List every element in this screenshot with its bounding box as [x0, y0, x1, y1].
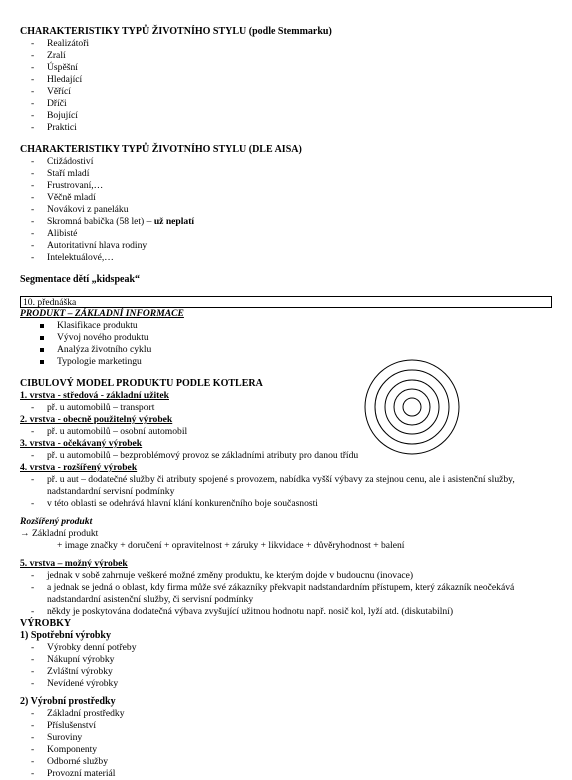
vyrobni-list	[20, 708, 552, 780]
list-item: - Základní prostředky	[20, 708, 552, 720]
layer-4-heading: 4. vrstva - rozšířený výrobek	[20, 462, 138, 473]
list-item: Klasifikace produktu	[20, 320, 552, 332]
onion-layer-ring	[385, 380, 439, 434]
aisa-list	[20, 156, 552, 264]
heading-segmentace: Segmentace dětí „kidspeak“	[20, 274, 140, 285]
list-item: - Výrobky denní potřeby	[20, 642, 552, 654]
heading-aisa: CHARAKTERISTIKY TYPŮ ŽIVOTNÍHO STYLU (DLE AISA)	[20, 144, 302, 155]
spotrebni-list	[20, 642, 552, 690]
list-item: Typologie marketingu	[20, 356, 552, 368]
list-item: - Provozní materiál	[20, 768, 552, 780]
stemmark-list	[20, 38, 552, 134]
layer-2-heading: 2. vrstva - obecně použitelný výrobek	[20, 414, 173, 425]
heading-text: CHARAKTERISTIKY TYPŮ ŽIVOTNÍHO STYLU	[20, 26, 247, 37]
list-item: - Odborné služby	[20, 756, 552, 768]
list-item: - Ctižádostiví	[20, 156, 552, 168]
list-item: - Věřící	[20, 86, 552, 98]
heading-cibule: CIBULOVÝ MODEL PRODUKTU PODLE KOTLERA	[20, 378, 263, 389]
list-item: - Novákovi z paneláku	[20, 204, 552, 216]
list-item: - Realizátoři	[20, 38, 552, 50]
onion-model-diagram	[363, 358, 461, 456]
layer-1-heading: 1. vrstva - středová - základní užitek	[20, 390, 169, 401]
layer-5-heading: 5. vrstva – možný výrobek	[20, 558, 128, 569]
list-item: - a jednak se jedná o oblast, kdy firma může své zákazníky překvapit nadstandardním přístupem, který zákazník neočekává nadstandardní asistenční služby, či servisní podmínky	[20, 582, 552, 606]
list-item: - jednak v sobě zahrnuje veškeré možné změny produktu, ke kterým dojde v budoucnu (inovace)	[20, 570, 552, 582]
list-item: - Praktici	[20, 122, 552, 134]
heading-produkt: PRODUKT – ZÁKLADNÍ INFORMACE	[20, 308, 184, 319]
list-item: Analýza životního cyklu	[20, 344, 552, 356]
list-item: - v této oblasti se odehrává hlavní klání konkurenčního boje současnosti	[20, 498, 552, 510]
heading-stemmark	[20, 26, 552, 38]
produkt-list	[20, 320, 552, 368]
list-item: - Hledající	[20, 74, 552, 86]
heading-spotrebni: 1) Spotřební výrobky	[20, 630, 111, 641]
rozsireny-extras: + image značky + doručení + opravitelnost + záruky + likvidace + důvěryhodnost + balení	[57, 540, 405, 551]
list-item: Vývoj nového produktu	[20, 332, 552, 344]
list-item: - Staří mladí	[20, 168, 552, 180]
babicka-text: Skromná babička (58 let) –	[47, 216, 154, 227]
heading-suffix: (podle Stemmarku)	[246, 26, 332, 37]
list-item: - Komponenty	[20, 744, 552, 756]
layer-2-list	[20, 426, 552, 438]
onion-layer-ring	[365, 360, 459, 454]
heading-vyrobni: 2) Výrobní prostředky	[20, 696, 116, 707]
list-item: - Suroviny	[20, 732, 552, 744]
layer-4-list	[20, 474, 552, 510]
list-item: - Zralí	[20, 50, 552, 62]
list-item: - Nevídené výrobky	[20, 678, 552, 690]
layer-3-list	[20, 450, 552, 462]
list-item: - Příslušenství	[20, 720, 552, 732]
list-item: - Bojující	[20, 110, 552, 122]
list-item: - Úspěšní	[20, 62, 552, 74]
list-item: - Intelektuálové,…	[20, 252, 552, 264]
list-item: - př. u aut – dodatečné služby či atributy spojené s provozem, nabídka vyšší výbavy za stejnou cenu, ale i asistenční služby, nadstandardní servisní podmínky	[20, 474, 552, 498]
list-item: - Zvláštní výrobky	[20, 666, 552, 678]
layer-3-heading: 3. vrstva - očekávaný výrobek	[20, 438, 143, 449]
layer-5-list	[20, 570, 552, 618]
list-item: - Frustrovaní,…	[20, 180, 552, 192]
list-item: - někdy je poskytována dodatečná výbava zvyšující užitnou hodnotu např. nosič kol, lyží atd. (diskutabilní)	[20, 606, 552, 618]
layer-1-list	[20, 402, 552, 414]
onion-layer-ring	[394, 389, 430, 425]
rozsireny-base: → Základní produkt	[20, 528, 99, 539]
rozsireny-heading: Rozšířený produkt	[20, 516, 93, 527]
list-item: - př. u automobilů – osobní automobil	[20, 426, 552, 438]
document-page	[20, 26, 552, 780]
babicka-note: už neplatí	[153, 216, 195, 227]
list-item: - Věčně mladí	[20, 192, 552, 204]
onion-layer-ring	[375, 370, 449, 444]
lecture-box: 10. přednáška	[20, 296, 552, 308]
list-item: - př. u automobilů – bezproblémový provoz se základními atributy pro danou třídu	[20, 450, 552, 462]
list-item: - Alibisté	[20, 228, 552, 240]
list-item: - Autoritativní hlava rodiny	[20, 240, 552, 252]
list-item: - Dříči	[20, 98, 552, 110]
list-item: - př. u automobilů – transport	[20, 402, 552, 414]
onion-layer-ring	[403, 398, 421, 416]
list-item: - Nákupní výrobky	[20, 654, 552, 666]
list-item	[20, 216, 552, 228]
heading-vyrobky: VÝROBKY	[20, 618, 72, 629]
